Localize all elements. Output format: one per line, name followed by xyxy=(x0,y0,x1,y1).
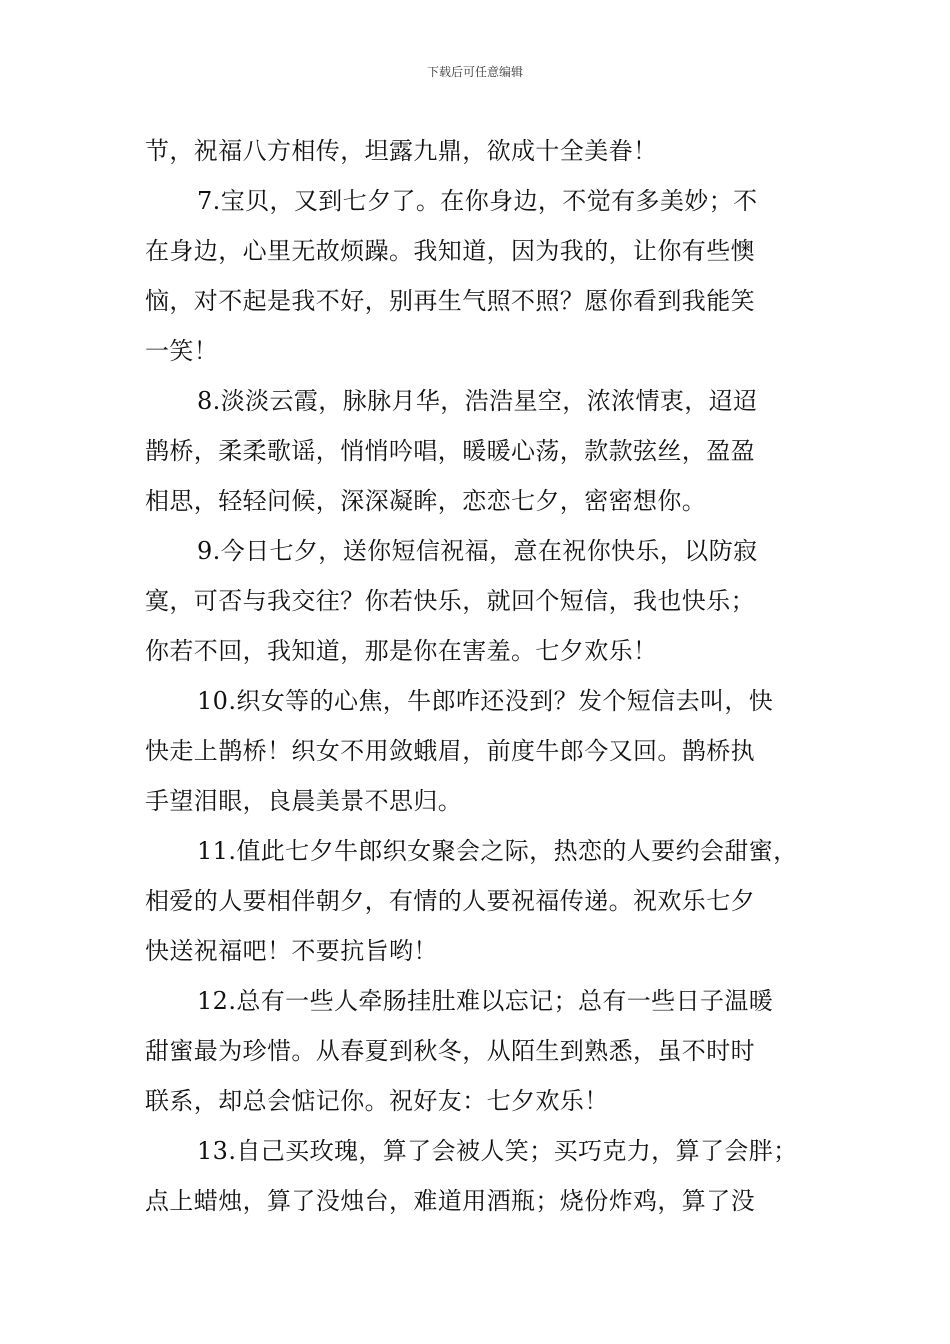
text-line: 一笑！ xyxy=(145,337,219,365)
paragraph xyxy=(145,376,813,526)
paragraph xyxy=(145,1126,813,1226)
document-body xyxy=(145,126,813,1226)
text-line: 相思，轻轻问候，深深凝眸，恋恋七夕，密密想你。 xyxy=(145,487,707,515)
text-line: 10.织女等的心焦，牛郎咋还没到？发个短信去叫，快 xyxy=(197,687,774,715)
paragraph xyxy=(145,126,813,176)
text-line: 你若不回，我知道，那是你在害羞。七夕欢乐！ xyxy=(145,637,658,665)
text-line: 相爱的人要相伴朝夕，有情的人要祝福传递。祝欢乐七夕 xyxy=(145,887,755,915)
paragraph xyxy=(145,676,813,826)
text-line: 12.总有一些人牵肠挂肚难以忘记；总有一些日子温暖 xyxy=(197,987,774,1015)
paragraph xyxy=(145,176,813,376)
paragraph xyxy=(145,976,813,1126)
text-line: 快走上鹊桥！织女不用敛蛾眉，前度牛郎今又回。鹊桥执 xyxy=(145,737,755,765)
text-line: 鹊桥，柔柔歌谣，悄悄吟唱，暖暖心荡，款款弦丝，盈盈 xyxy=(145,437,755,465)
text-line: 7.宝贝，又到七夕了。在你身边，不觉有多美妙；不 xyxy=(197,187,758,215)
text-line: 甜蜜最为珍惜。从春夏到秋冬，从陌生到熟悉，虽不时时 xyxy=(145,1037,755,1065)
text-line: 联系，却总会惦记你。祝好友：七夕欢乐！ xyxy=(145,1087,609,1115)
text-line: 寞，可否与我交往？你若快乐，就回个短信，我也快乐； xyxy=(145,587,755,615)
text-line: 9.今日七夕，送你短信祝福，意在祝你快乐，以防寂 xyxy=(197,537,758,565)
paragraph xyxy=(145,526,813,676)
text-line: 节，祝福八方相传，坦露九鼎，欲成十全美眷！ xyxy=(145,137,658,165)
text-line: 点上蜡烛，算了没烛台，难道用酒瓶；烧份炸鸡，算了没 xyxy=(145,1187,755,1215)
text-line: 手望泪眼，良晨美景不思归。 xyxy=(145,787,463,815)
text-line: 13.自己买玫瑰，算了会被人笑；买巧克力，算了会胖； xyxy=(197,1137,798,1165)
page-header: 下载后可任意编辑 xyxy=(426,65,523,79)
text-line: 恼，对不起是我不好，别再生气照不照？愿你看到我能笑 xyxy=(145,287,755,315)
paragraph xyxy=(145,826,813,976)
text-line: 8.淡淡云霞，脉脉月华，浩浩星空，浓浓情衷，迢迢 xyxy=(197,387,758,415)
text-line: 快送祝福吧！不要抗旨哟！ xyxy=(145,937,438,965)
text-line: 11.值此七夕牛郎织女聚会之际，热恋的人要约会甜蜜， xyxy=(197,837,798,865)
text-line: 在身边，心里无故烦躁。我知道，因为我的，让你有些懊 xyxy=(145,237,755,265)
